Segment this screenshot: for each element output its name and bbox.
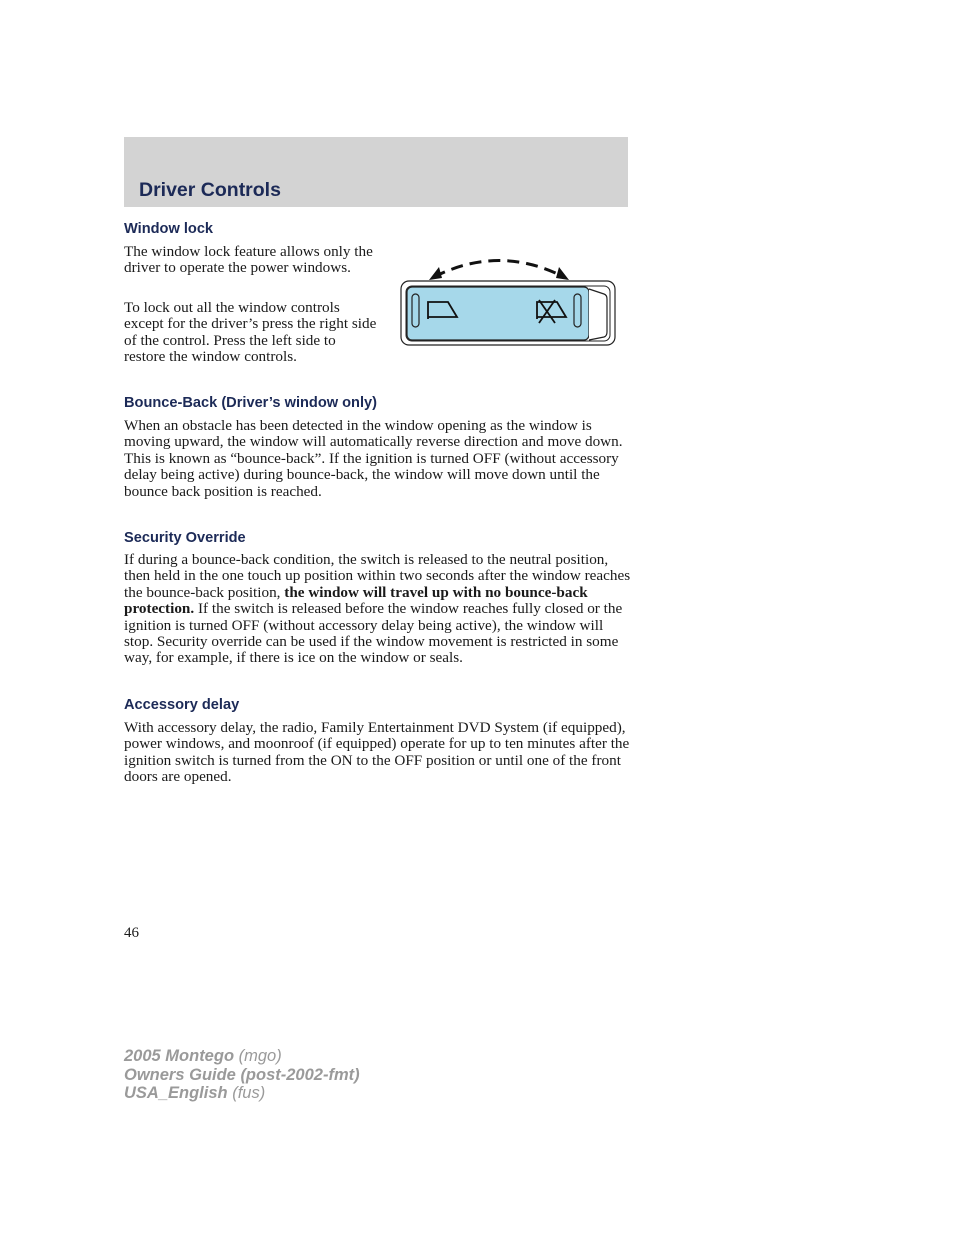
footer-guide: Owners Guide (post-2002-fmt) bbox=[124, 1065, 360, 1084]
double-dashed-arrow-icon bbox=[429, 261, 569, 281]
footer-model-code: (mgo) bbox=[238, 1047, 282, 1065]
document-footer bbox=[124, 1047, 360, 1103]
footer-line-2 bbox=[124, 1066, 360, 1085]
section-title: Driver Controls bbox=[139, 179, 281, 201]
page-number: 46 bbox=[124, 925, 139, 941]
footer-line-3 bbox=[124, 1084, 360, 1103]
bounce-back-paragraph: When an obstacle has been detected in the window opening as the window is moving upward, the window will automatically reverse direction and move down. This is known as “bounce-back”. If the ignition is turned OFF (without accessory delay being active) during bounce-back, the window will move down until the bounce back position is reached. bbox=[124, 417, 623, 500]
security-override-paragraph bbox=[124, 552, 632, 667]
window-lock-paragraph-2: To lock out all the window controls except for the driver’s press the right side of the control. Press the left side to restore the window controls. bbox=[124, 299, 377, 366]
window-lock-paragraph-1: The window lock feature allows only the driver to operate the power windows. bbox=[124, 243, 373, 277]
window-lock-switch-illustration bbox=[398, 250, 620, 350]
section-header-band bbox=[124, 137, 628, 207]
footer-language: USA_English bbox=[124, 1084, 228, 1102]
footer-model: 2005 Montego bbox=[124, 1047, 235, 1065]
window-lock-heading: Window lock bbox=[124, 221, 214, 237]
accessory-delay-paragraph: With accessory delay, the radio, Family Entertainment DVD System (if equipped), power windows, and moonroof (if equipped) operate for up to ten minutes after the ignition switch is turned from the ON to the OFF position or until one of the front doors are opened. bbox=[124, 719, 630, 786]
bounce-back-heading: Bounce-Back (Driver’s window only) bbox=[124, 395, 378, 411]
footer-line-1 bbox=[124, 1047, 360, 1066]
security-override-text-start: If during a bounce-back condition, the switch is released to the neutral position, then held in the one touch up position within two seconds after the window reaches the bounce-back position, bbox=[124, 551, 631, 601]
accessory-delay-heading: Accessory delay bbox=[124, 697, 240, 713]
security-override-bold-text: the window will travel up with no bounce-back protection. bbox=[124, 583, 588, 618]
switch-housing bbox=[401, 281, 615, 345]
footer-language-code: (fus) bbox=[232, 1084, 266, 1102]
security-override-text-end: If the switch is released before the window reaches fully closed or the ignition is turned OFF (without accessory delay being active), the window will stop. Security override can be used if the window movement is restricted in some way, for example, if there is ice on the window or seals. bbox=[124, 600, 623, 667]
security-override-heading: Security Override bbox=[124, 530, 246, 546]
